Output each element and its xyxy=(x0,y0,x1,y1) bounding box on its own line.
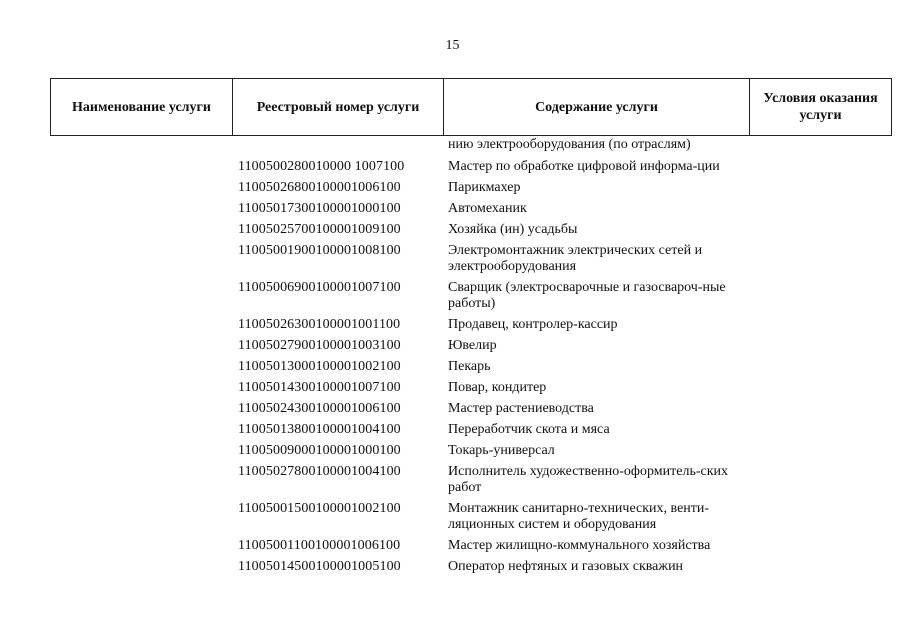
registry-number: 1100500280010000 1007100 xyxy=(238,159,405,174)
service-content: Продавец, контролер-кассир xyxy=(448,317,618,332)
registry-number: 11005027900100001003100 xyxy=(238,338,401,353)
table-row xyxy=(0,464,905,496)
registry-number: 11005025700100001009100 xyxy=(238,222,401,237)
service-content: нию электрооборудования (по отраслям) xyxy=(448,137,691,152)
header-service-content: Содержание услуги xyxy=(444,79,750,135)
registry-number: 11005027800100001004100 xyxy=(238,464,401,479)
table-row xyxy=(0,380,905,396)
table-row xyxy=(0,280,905,312)
table-row xyxy=(0,501,905,533)
registry-number xyxy=(238,137,444,153)
registry-number: 11005001500100001002100 xyxy=(238,501,401,516)
header-registry-number: Реестровый номер услуги xyxy=(233,79,444,135)
service-content: Электромонтажник электрических сетей и электрооборудования xyxy=(448,243,703,274)
registry-number: 11005006900100001007100 xyxy=(238,280,401,295)
table-row xyxy=(0,338,905,354)
header-service-name: Наименование услуги xyxy=(51,79,233,135)
service-content: Мастер жилищно-коммунального хозяйства xyxy=(448,538,711,553)
service-content: Токарь-универсал xyxy=(448,443,555,458)
service-content: Ювелир xyxy=(448,338,497,353)
service-content: Хозяйка (ин) усадьбы xyxy=(448,222,578,237)
table-row xyxy=(0,359,905,375)
registry-number: 11005001100100001006100 xyxy=(238,538,401,553)
table-row xyxy=(0,443,905,459)
registry-number: 11005009000100001000100 xyxy=(238,443,401,458)
table-row xyxy=(0,401,905,417)
table-row xyxy=(0,538,905,554)
service-content: Монтажник санитарно-технических, венти-ляционных систем и оборудования xyxy=(448,501,710,532)
service-content: Исполнитель художественно-оформитель-ских работ xyxy=(448,464,729,495)
table-row xyxy=(0,201,905,217)
registry-number: 11005014300100001007100 xyxy=(238,380,401,395)
table-row xyxy=(0,222,905,238)
registry-number: 11005026800100001006100 xyxy=(238,180,401,195)
service-content: Переработчик скота и мяса xyxy=(448,422,610,437)
service-content: Автомеханик xyxy=(448,201,527,216)
registry-number: 11005013800100001004100 xyxy=(238,422,401,437)
registry-number: 11005014500100001005100 xyxy=(238,559,401,574)
registry-number: 11005013000100001002100 xyxy=(238,359,401,374)
registry-number: 11005001900100001008100 xyxy=(238,243,401,258)
table-row xyxy=(0,180,905,196)
service-content: Сварщик (электросварочные и газосвароч-ные работы) xyxy=(448,280,726,311)
table-body xyxy=(0,137,905,580)
registry-number: 11005024300100001006100 xyxy=(238,401,401,416)
service-content: Парикмахер xyxy=(448,180,521,195)
registry-number: 11005017300100001000100 xyxy=(238,201,401,216)
service-content: Мастер по обработке цифровой информа-ции xyxy=(448,159,720,174)
service-content: Мастер растениеводства xyxy=(448,401,594,416)
table-row xyxy=(0,317,905,333)
service-content: Оператор нефтяных и газовых скважин xyxy=(448,559,684,574)
table-rows xyxy=(0,159,905,575)
page-number: 15 xyxy=(445,38,460,53)
table-row xyxy=(0,559,905,575)
table-row xyxy=(0,243,905,275)
service-content: Повар, кондитер xyxy=(448,380,547,395)
table-row xyxy=(0,422,905,438)
table-header xyxy=(50,78,892,136)
table-row xyxy=(0,159,905,175)
header-service-conditions: Условия оказания услуги xyxy=(763,91,878,123)
service-content: Пекарь xyxy=(448,359,491,374)
table-row-continuation xyxy=(0,137,905,153)
registry-number: 11005026300100001001100 xyxy=(238,317,401,332)
